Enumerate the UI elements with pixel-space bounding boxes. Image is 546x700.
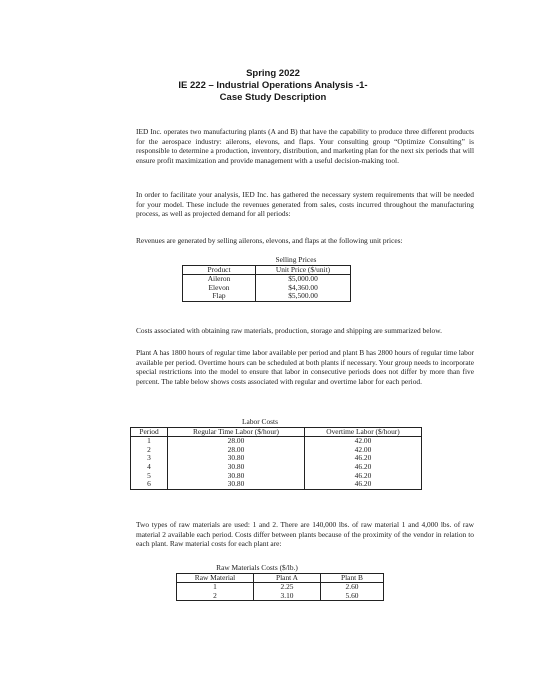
table-header: Product bbox=[183, 265, 256, 275]
intro-paragraph: IED Inc. operates two manufacturing plants (A and B) that have the capability to produce three different products for the aerospace industry: ailerons, elevons, and flaps. Your consulting group “Optimize Consulting” is responsible to determine a production, inventory, distribution, and marketing plan for the next six periods that will ensure profit maximization and provide management with a useful decision-making tool. bbox=[136, 127, 474, 165]
table-cell: 4 bbox=[131, 463, 168, 472]
table-cell: 46.20 bbox=[305, 480, 422, 489]
table-cell: Elevon bbox=[183, 284, 256, 293]
table-cell: 30.80 bbox=[168, 472, 305, 481]
course-title: IE 222 – Industrial Operations Analysis -1- bbox=[178, 80, 368, 91]
semester-title: Spring 2022 bbox=[246, 68, 300, 79]
labor-paragraph: Plant A has 1800 hours of regular time labor available per period and plant B has 2800 hours of regular time labor available per period. Overtime hours can be scheduled at both plants if necessary. Your group needs to incorporate special restrictions into the model to ensure that labor in consecutive periods does not differ by more than five percent. The table below shows costs associated with regular and overtime labor for each period. bbox=[136, 348, 474, 386]
table-row bbox=[183, 284, 351, 293]
table-cell: 6 bbox=[131, 480, 168, 489]
table-cell: Flap bbox=[183, 292, 256, 301]
selling-prices-title: Selling Prices bbox=[256, 256, 351, 265]
table-cell: $5,500.00 bbox=[256, 292, 351, 301]
table-row bbox=[131, 480, 422, 489]
table-cell: 42.00 bbox=[305, 446, 422, 455]
table-row bbox=[183, 275, 351, 284]
document-title: Case Study Description bbox=[219, 92, 327, 103]
table-cell: Aileron bbox=[183, 275, 256, 284]
table-cell: 1 bbox=[177, 583, 254, 592]
table-header: Raw Material bbox=[177, 573, 254, 583]
table-header: Plant B bbox=[321, 573, 384, 583]
table-cell: 1 bbox=[131, 437, 168, 446]
table-header: Overtime Labor ($/hour) bbox=[305, 427, 422, 437]
table-cell: $4,360.00 bbox=[256, 284, 351, 293]
table-row bbox=[131, 463, 422, 472]
labor-costs-table bbox=[130, 418, 422, 490]
table-cell: 30.80 bbox=[168, 480, 305, 489]
table-row bbox=[131, 437, 422, 446]
raw-materials-title: Raw Materials Costs ($/lb.) bbox=[216, 563, 298, 572]
table-header: Regular Time Labor ($/hour) bbox=[168, 427, 305, 437]
table-cell: 46.20 bbox=[305, 472, 422, 481]
table-cell: 2.60 bbox=[321, 583, 384, 592]
table-cell: 5 bbox=[131, 472, 168, 481]
labor-costs-title: Labor Costs bbox=[242, 417, 278, 426]
table-cell: 3.10 bbox=[254, 592, 321, 601]
raw-materials-paragraph: Two types of raw materials are used: 1 and 2. There are 140,000 lbs. of raw material 1 and 4,000 lbs. of raw material 2 available each period. Costs differ between plants because of the proximity of the vendor in relation to each plant. Raw material costs for each plant are: bbox=[136, 520, 474, 549]
revenue-paragraph: Revenues are generated by selling ailerons, elevons, and flaps at the following unit prices: bbox=[136, 236, 403, 245]
table-cell: 2 bbox=[131, 446, 168, 455]
document-header bbox=[0, 68, 546, 104]
selling-prices-table bbox=[182, 256, 351, 302]
table-row bbox=[131, 446, 422, 455]
table-cell: 2 bbox=[177, 592, 254, 601]
table-header: Plant A bbox=[254, 573, 321, 583]
table-header: Unit Price ($/unit) bbox=[256, 265, 351, 275]
table-cell: 2.25 bbox=[254, 583, 321, 592]
table-cell: 46.20 bbox=[305, 454, 422, 463]
table-header: Period bbox=[131, 427, 168, 437]
table-cell: 28.00 bbox=[168, 437, 305, 446]
table-cell: $5,000.00 bbox=[256, 275, 351, 284]
table-cell: 30.80 bbox=[168, 454, 305, 463]
costs-paragraph: Costs associated with obtaining raw materials, production, storage and shipping are summarized below. bbox=[136, 326, 442, 335]
table-row bbox=[183, 292, 351, 301]
requirements-paragraph: In order to facilitate your analysis, IED Inc. has gathered the necessary system requirements that will be needed for your model. These include the revenues generated from sales, costs incurred throughout the manufacturing process, as well as projected demand for all periods: bbox=[136, 190, 474, 219]
raw-materials-table bbox=[176, 564, 384, 601]
table-cell: 5.60 bbox=[321, 592, 384, 601]
table-cell: 46.20 bbox=[305, 463, 422, 472]
table-row bbox=[177, 592, 384, 601]
table-cell: 30.80 bbox=[168, 463, 305, 472]
table-cell: 42.00 bbox=[305, 437, 422, 446]
table-cell: 3 bbox=[131, 454, 168, 463]
table-row bbox=[131, 454, 422, 463]
table-cell: 28.00 bbox=[168, 446, 305, 455]
table-row bbox=[131, 472, 422, 481]
